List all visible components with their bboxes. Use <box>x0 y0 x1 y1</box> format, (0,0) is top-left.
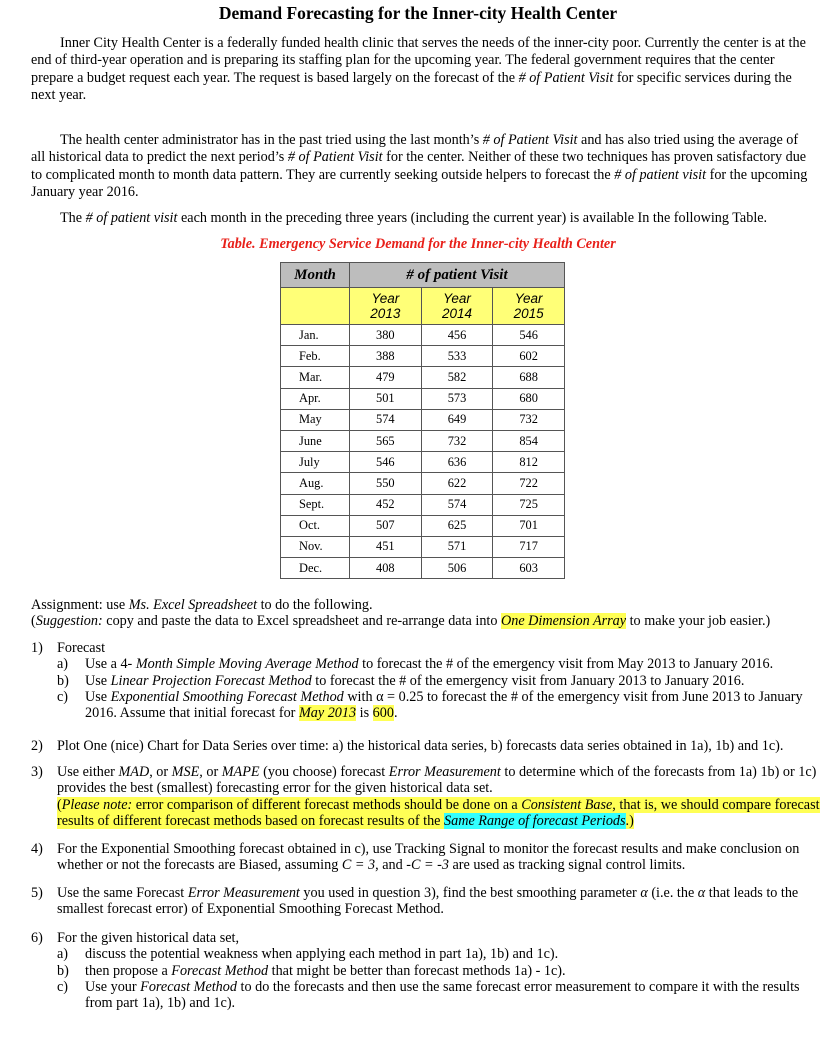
visit-count-cell: 574 <box>421 494 493 515</box>
visit-count-cell: 452 <box>350 494 422 515</box>
question-1: 1) Forecast a) Use a 4- Month Simple Moving Average Method to forecast the # of the emergency visit from May 2013 to January 2016. b) Use Linear Projection Forecast Method to forecast the # of the emergency visit from January 2013 to January 2016. c) Use Exponential Smoothing Forecast Method with α = 0.25 to forecast the # of the emergency visit from June 2013 to January 2016. Assume that initial forecast for May 2013 is 600. <box>31 640 821 721</box>
table-row <box>281 430 565 451</box>
assignment-intro <box>31 597 821 630</box>
visit-count-cell: 565 <box>350 430 422 451</box>
intro-paragraph-2: The health center administrator has in the past tried using the last month’s # of Patient Visit and has also tried using the average of all historical data to predict the next period’s # of Patient Visit for the center. Neither of these two techniques has proven satisfactory due to complicated month to month data pattern. They are currently seeking outside helpers to forecast the # of patient visit for the upcoming January year 2016. <box>31 132 808 201</box>
visit-count-cell: 573 <box>421 388 493 409</box>
month-header: Month <box>281 263 350 288</box>
visit-count-cell: 680 <box>493 388 565 409</box>
table-row <box>281 558 565 579</box>
question-2: 2) Plot One (nice) Chart for Data Series over time: a) the historical data series, b) forecasts data series obtained in 1a), 1b) and 1c). <box>31 738 784 754</box>
visit-count-cell: 636 <box>421 452 493 473</box>
suggestion-line: (Suggestion: copy and paste the data to Excel spreadsheet and re-arrange data into One Dimension Array to make your job easier.) <box>31 613 771 630</box>
visit-count-cell: 546 <box>493 325 565 346</box>
highlight-may-2013: May 2013 <box>298 705 357 722</box>
visit-count-cell: 550 <box>350 473 422 494</box>
visit-count-cell: 456 <box>421 325 493 346</box>
table-row <box>281 515 565 536</box>
visit-count-cell: 479 <box>350 367 422 388</box>
visit-count-cell: 506 <box>421 558 493 579</box>
highlight-same-range: Same Range of forecast Periods <box>444 812 626 829</box>
year-header-blank <box>281 288 350 325</box>
question-3: 3) Use either MAD, or MSE, or MAPE (you choose) forecast Error Measurement to determine which of the forecasts from 1a) 1b) or 1c) provides the best (smallest) forecasting error for the given historical data set. (Please note: error comparison of different forecast methods should be done on a Consistent Base, that is, we should compare forecast results of different forecast methods based on forecast results of the Same Range of forecast Periods.) <box>31 764 820 829</box>
question-1a: a) Use a 4- Month Simple Moving Average Method to forecast the # of the emergency visit from May 2013 to January 2016. <box>57 656 774 673</box>
question-5: 5) Use the same Forecast Error Measurement you used in question 3), find the best smoothing parameter α (i.e. the α that leads to the smallest forecast error) of Exponential Smoothing Forecast Method. <box>31 885 799 918</box>
table-row <box>281 367 565 388</box>
visit-count-cell: 649 <box>421 409 493 430</box>
question-4: 4) For the Exponential Smoothing forecast obtained in c), use Tracking Signal to monitor the forecast results and make conclusion on whether or not the forecasts are Biased, assuming C = 3, and -C = -3 are used as tracking signal control limits. <box>31 841 800 874</box>
table-row <box>281 325 565 346</box>
visit-count-cell: 380 <box>350 325 422 346</box>
month-cell: June <box>281 430 350 451</box>
question-6a: a) discuss the potential weakness when applying each method in part 1a), 1b) and 1c). <box>57 946 559 963</box>
question-1c: c) Use Exponential Smoothing Forecast Method with α = 0.25 to forecast the # of the emergency visit from June 2013 to January 2016. Assume that initial forecast for May 2013 is 600. <box>57 688 803 722</box>
visit-count-cell: 603 <box>493 558 565 579</box>
visit-count-cell: 602 <box>493 346 565 367</box>
question-6c: c) Use your Forecast Method to do the forecasts and then use the same forecast error measurement to compare it with the results from part 1a), 1b) and 1c). <box>57 978 800 1012</box>
visit-count-cell: 388 <box>350 346 422 367</box>
assignment-line: Assignment: use Ms. Excel Spreadsheet to do the following. <box>31 597 373 613</box>
month-cell: May <box>281 409 350 430</box>
year-header-2013: Year 2013 <box>350 288 422 325</box>
intro-paragraph-3: The # of patient visit each month in the preceding three years (including the current year) is available In the following Table. <box>60 210 768 226</box>
table-row <box>281 494 565 515</box>
visit-count-cell: 507 <box>350 515 422 536</box>
table-row <box>281 452 565 473</box>
visit-count-cell: 732 <box>493 409 565 430</box>
visit-count-cell: 625 <box>421 515 493 536</box>
visit-count-cell: 701 <box>493 515 565 536</box>
visit-count-cell: 451 <box>350 536 422 557</box>
visit-count-cell: 688 <box>493 367 565 388</box>
table-row <box>281 388 565 409</box>
year-header-2015: Year 2015 <box>493 288 565 325</box>
visit-header: # of patient Visit <box>350 263 565 288</box>
visit-count-cell: 408 <box>350 558 422 579</box>
visit-count-cell: 732 <box>421 430 493 451</box>
visit-count-cell: 533 <box>421 346 493 367</box>
visit-count-cell: 722 <box>493 473 565 494</box>
intro-paragraph-1: Inner City Health Center is a federally funded health clinic that serves the needs of the inner-city poor. Currently the center is at the end of third-year operation and is preparing its staffing plan for the upcoming year. The federal government requires that the center prepare a budget request each year. The request is based largely on the forecast of the # of Patient Visit for specific services during the next year. <box>31 35 806 104</box>
table-caption: Table. Emergency Service Demand for the Inner-city Health Center <box>220 236 616 252</box>
visit-count-cell: 546 <box>350 452 422 473</box>
visit-count-cell: 854 <box>493 430 565 451</box>
visit-count-cell: 622 <box>421 473 493 494</box>
table-row <box>281 409 565 430</box>
month-cell: Feb. <box>281 346 350 367</box>
question-1b: b) Use Linear Projection Forecast Method to forecast the # of the emergency visit from January 2013 to January 2016. <box>57 672 745 689</box>
table-row <box>281 473 565 494</box>
visit-count-cell: 725 <box>493 494 565 515</box>
note-highlight: (Please note: error comparison of different forecast methods should be done on a Consistent Base, that is, we should compare forecast results of different forecast methods based on forecast results of the Same Range of forecast Periods.) <box>57 796 820 829</box>
visit-count-cell: 582 <box>421 367 493 388</box>
month-cell: Sept. <box>281 494 350 515</box>
month-cell: Jan. <box>281 325 350 346</box>
month-cell: Aug. <box>281 473 350 494</box>
month-cell: Oct. <box>281 515 350 536</box>
question-6: 6) For the given historical data set, a) discuss the potential weakness when applying each method in part 1a), 1b) and 1c). b) then propose a Forecast Method that might be better than forecast methods 1a) - 1c). c) Use your Forecast Method to do the forecasts and then use the same forecast error measurement to compare it with the results from part 1a), 1b) and 1c). <box>31 930 821 1011</box>
visit-count-cell: 501 <box>350 388 422 409</box>
highlight-600: 600 <box>372 705 394 722</box>
question-6b: b) then propose a Forecast Method that might be better than forecast methods 1a) - 1c). <box>57 962 566 979</box>
visit-count-cell: 717 <box>493 536 565 557</box>
visit-count-cell: 574 <box>350 409 422 430</box>
highlight-one-dimension-array: One Dimension Array <box>501 613 627 630</box>
visit-count-cell: 812 <box>493 452 565 473</box>
table-row <box>281 346 565 367</box>
month-cell: Dec. <box>281 558 350 579</box>
patient-visit-table <box>280 262 565 579</box>
month-cell: July <box>281 452 350 473</box>
month-cell: Mar. <box>281 367 350 388</box>
table-row <box>281 536 565 557</box>
page-title: Demand Forecasting for the Inner-city Health Center <box>218 3 618 23</box>
month-cell: Nov. <box>281 536 350 557</box>
year-header-2014: Year 2014 <box>421 288 493 325</box>
month-cell: Apr. <box>281 388 350 409</box>
visit-count-cell: 571 <box>421 536 493 557</box>
